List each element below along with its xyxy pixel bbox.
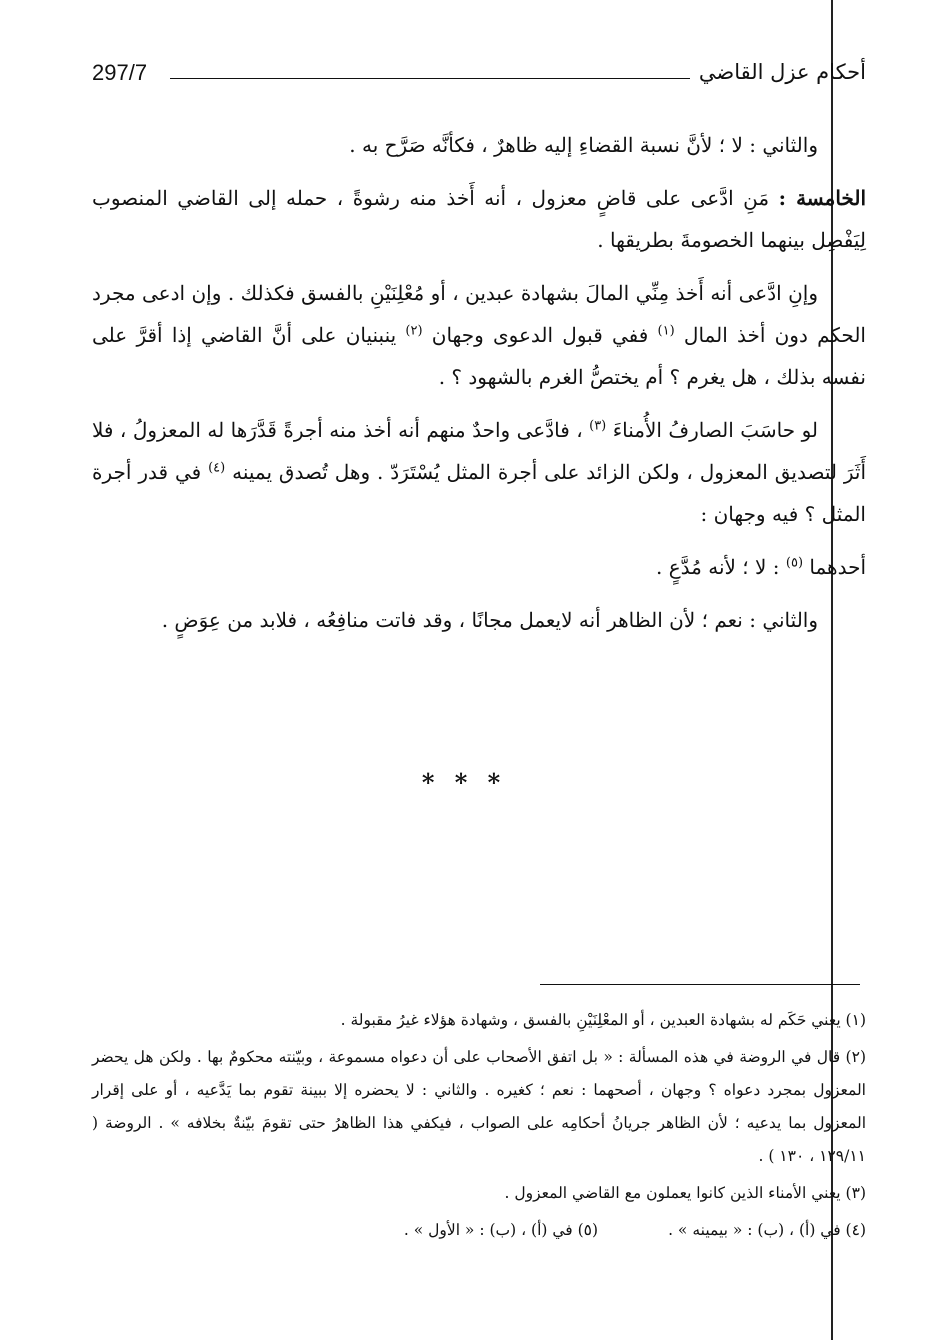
section-separator: * * * bbox=[421, 768, 507, 797]
paragraph-6: والثاني : نعم ؛ لأن الظاهر أنه لايعمل مجانًا ، وقد فاتت منافِعُه ، فلابد من عِوَضٍ . bbox=[161, 608, 818, 632]
running-head bbox=[92, 60, 866, 94]
paragraph-2-text: مَنِ ادَّعى على قاضٍ معزول ، أنه أَخذ منه رشوةً ، حمله إلى القاضي المنصوب لِيَفْصِل بينهما الخصومةَ بطريقها . bbox=[92, 186, 866, 252]
paragraph-3-text-c: ينبنيان على أنَّ القاضي إذا أقرَّ على نفسه بذلك ، هل يغرم ؟ أم يختصُّ الغرم بالشهود ؟ . bbox=[92, 323, 866, 389]
paragraph-3 bbox=[92, 272, 866, 398]
paragraph-1: والثاني : لا ؛ لأنَّ نسبة القضاءِ إليه ظاهرٌ ، فكأنَّه صَرَّح به . bbox=[349, 133, 818, 157]
page-number: 297/7 bbox=[92, 60, 148, 85]
paragraph-3-text-b: ففي قبول الدعوى وجهان bbox=[422, 323, 658, 347]
footnote-ref-3: (٣) bbox=[589, 418, 607, 434]
footnote-ref-2: (٢) bbox=[405, 323, 423, 339]
footnote-1: (١) يعني حَكَم له بشهادة العبدين ، أو المعْلِنَيْنِ بالفسق ، وشهادة هؤلاء غيرُ مقبولة . bbox=[340, 1011, 866, 1029]
paragraph-5 bbox=[92, 546, 866, 588]
footnotes bbox=[92, 1004, 866, 1247]
paragraph-4 bbox=[92, 409, 866, 535]
footnote-rule bbox=[540, 984, 860, 985]
paragraph-5-text-b: : لا ؛ لأنه مُدَّعٍ . bbox=[656, 555, 786, 579]
footnote-4: (٤) في (أ) ، (ب) : « بيمينه » . bbox=[668, 1221, 866, 1239]
footnote-5: (٥) في (أ) ، (ب) : « الأول » . bbox=[403, 1221, 599, 1239]
footnote-3: (٣) يعني الأمناء الذين كانوا يعملون مع القاضي المعزول . bbox=[504, 1184, 866, 1202]
footnote-ref-5: (٥) bbox=[785, 555, 804, 571]
header-rule bbox=[170, 78, 690, 79]
paragraph-4-text-b: ، فادَّعى واحدٌ منهم أنه أخذ منه أجرةً قَدَّرَها له المعزولُ ، فلا أَثَرَ لتصديق المعزول ، ولكن الزائد على أجرة المثل يُسْتَرَدّ . وهل تُصدق يمينه bbox=[92, 418, 867, 484]
running-title: أحكام عزل القاضي bbox=[698, 60, 866, 84]
main-text bbox=[92, 124, 866, 652]
footnote-2: (٢) قال في الروضة في هذه المسألة : « بل اتفق الأصحاب على أن دعواه مسموعة ، وبيّنته محكومٌ بها . ولكن هل يحضر المعزول بمجرد دعواه ؟ وجهان ، أصحهما : نعم ؛ كغيره . والثاني : لا يحضره إلا ببينة تقوم بما يَدَّعيه ، أو على إقرار المعزول بما يدعيه ؛ لأن الظاهر جريانُ أحكامِه على الصواب ، فيكفي هذا الظاهرُ حتى تقومَ بيّنةٌ بخلافه » . الروضة ( ١٢٩/١١ ، ١٣٠ ) . bbox=[92, 1048, 866, 1165]
paragraph-3-text-a: وإنِ ادَّعى أنه أَخذ مِنِّي المالَ بشهادة عبدين ، أو مُعْلِنَيْنِ بالفسق فكذلك . وإن ادعى مجرد الحكم دون أخذ المال bbox=[92, 281, 866, 347]
paragraph-4-text-c: في قدر أجرة المثل ؟ فيه وجهان : bbox=[92, 460, 866, 526]
section-lead: الخامسة : bbox=[778, 186, 866, 210]
paragraph-4-text-a: لو حاسَبَ الصارفُ الأُمناءَ bbox=[606, 418, 818, 442]
footnote-row bbox=[92, 1214, 866, 1247]
footnote-ref-1: (١) bbox=[657, 323, 675, 339]
paragraph-5-text-a: أحدهما bbox=[803, 555, 866, 579]
paragraph-2 bbox=[92, 177, 866, 261]
footnote-ref-4: (٤) bbox=[208, 460, 226, 476]
